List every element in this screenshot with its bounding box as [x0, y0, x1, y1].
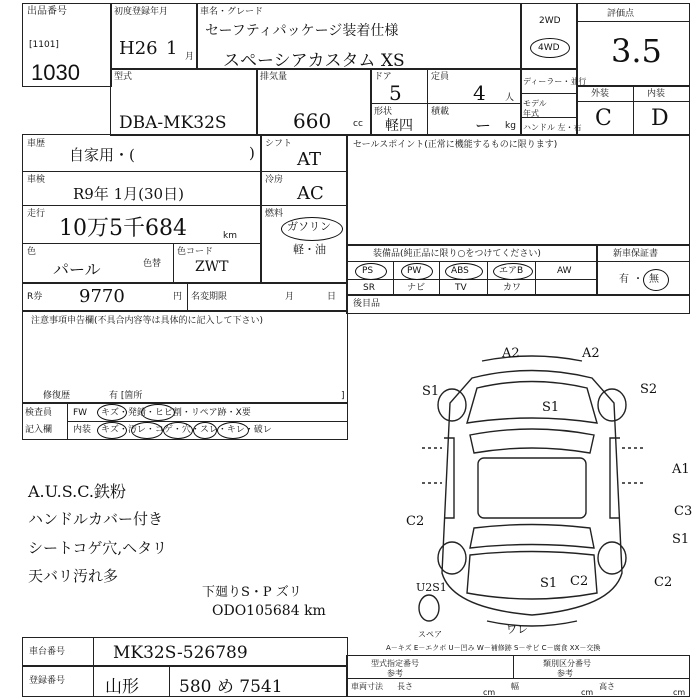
first-reg-label: 初度登録年月: [114, 7, 169, 17]
drive-4wd: 4WD: [538, 43, 560, 53]
first-reg-box: [110, 3, 198, 70]
color-change-label: 色替: [143, 259, 162, 269]
doors-value: 5: [389, 81, 402, 105]
diag-label-c2-left: C2: [406, 514, 425, 529]
capacity-unit: 人: [505, 93, 515, 103]
shape-value: 軽四: [385, 118, 413, 134]
vin-label: 車台番号: [29, 647, 66, 657]
recycle-unit: 円: [173, 292, 183, 302]
diag-label-s2-fr: S2: [640, 382, 658, 397]
dim-width-unit: cm: [581, 688, 594, 697]
shift-label: シフト: [265, 139, 293, 149]
diag-label-c2-rear: C2: [570, 574, 589, 589]
car-windshield: [470, 429, 594, 453]
dim-width: 幅: [511, 682, 519, 691]
equip-sr: SR: [363, 283, 375, 293]
sales-point-box: [346, 134, 690, 246]
ext-label: 外装: [591, 89, 610, 99]
displacement-unit: cc: [353, 119, 363, 129]
diag-label-s1-right: S1: [672, 532, 690, 547]
diag-label-c2-rr: C2: [654, 575, 673, 590]
equip-tv: TV: [455, 283, 467, 293]
wheel-front-right: [598, 389, 626, 421]
capacity-value: 4: [473, 81, 486, 105]
dim-label: 車両寸法: [351, 682, 383, 691]
displacement-box: [256, 68, 372, 136]
rear-item-label: 後目品: [353, 299, 381, 309]
lot-box: [22, 3, 112, 87]
diagram-note-2: ODO105684 km: [212, 603, 326, 619]
doors-label: ドア: [374, 72, 392, 82]
mileage-unit: km: [223, 231, 237, 241]
dim-length: 長さ: [397, 682, 413, 691]
ext-int-box: [576, 85, 690, 136]
mileage-value: 10万5千684: [59, 216, 187, 241]
shaken-label: 車検: [27, 175, 46, 185]
plate-region: 山形: [105, 677, 139, 697]
wheel-front-left: [438, 389, 466, 421]
shift-value: AT: [297, 149, 322, 170]
shape-label: 形状: [374, 107, 393, 117]
warranty-label: 新車保証書: [613, 249, 659, 259]
recycle-box: [22, 282, 348, 312]
diag-label-a2-right: A2: [582, 346, 600, 361]
int-row-label: 内装: [73, 425, 92, 435]
dim-length-unit: cm: [483, 688, 496, 697]
equipment-box: [346, 244, 598, 296]
type-box: [110, 68, 258, 136]
score-value: 3.5: [611, 32, 662, 70]
displacement-label: 排気量: [260, 72, 288, 82]
equip-aw: AW: [557, 266, 572, 276]
name-change-month: 月: [285, 292, 295, 302]
diag-label-c3: C3: [674, 504, 693, 519]
handle-label: ハンドル 左・右: [523, 123, 582, 132]
diag-label-ware: ワレ: [506, 623, 528, 636]
vin-value: MK32S-526789: [113, 643, 248, 663]
history-close: ): [249, 144, 255, 162]
car-hood: [467, 382, 597, 424]
history-value: 自家用・(: [69, 146, 135, 164]
model-name: スペーシアカスタム XS: [223, 51, 405, 71]
model-year-label: モデル年式: [523, 99, 547, 118]
rear-item-box: [346, 294, 690, 314]
vin-box: [22, 637, 348, 667]
ext-grade: C: [595, 106, 612, 131]
equip-navi: ナビ: [407, 283, 426, 293]
equipment-label: 装備品(純正品に限り○をつけてください): [373, 249, 541, 259]
repair-value: 有 [箇所: [109, 391, 143, 401]
auction-sheet: [22, 3, 693, 697]
equip-pw: PW: [407, 266, 422, 276]
car-body-outline: [442, 371, 622, 616]
history-box: [22, 134, 262, 284]
class-label: 類別区分番号: [543, 659, 591, 668]
dim-height-unit: cm: [673, 688, 686, 697]
drive-box: [520, 3, 578, 70]
front-bumper: [482, 356, 582, 361]
note-line-4: 天バリ汚れ多: [28, 567, 119, 585]
capacity-label: 定員: [431, 72, 450, 82]
history-label: 車歴: [27, 139, 46, 149]
ac-label: 冷房: [265, 175, 284, 185]
plate-label: 登録番号: [29, 676, 66, 686]
cert-ref: 参考: [387, 669, 403, 678]
diag-label-a2-left: A2: [502, 346, 520, 361]
type-label: 型式: [114, 72, 133, 82]
equip-airbag: エアB: [499, 266, 524, 276]
warranty-box: 新車保証書 有 ・ 無: [596, 244, 690, 296]
car-rear-window: [470, 525, 594, 549]
fuel-value: ガソリン: [287, 220, 331, 233]
drive-2wd: 2WD: [539, 16, 561, 26]
diag-label-u2s1: U2S1: [416, 581, 447, 594]
dealer-label: ディーラー・並行: [523, 77, 587, 86]
color-label: 色: [27, 247, 37, 257]
equip-leather: カワ: [503, 283, 522, 293]
doors-box: [370, 68, 522, 136]
shaken-value: R9年 1月(30日): [73, 185, 184, 203]
diag-label-a1: A1: [672, 462, 690, 477]
mileage-label: 走行: [27, 209, 46, 219]
plate-number: 580 め 7541: [179, 677, 283, 697]
name-label: 車名・グレード: [200, 7, 264, 17]
ac-value: AC: [297, 183, 324, 204]
type-value: DBA-MK32S: [119, 113, 227, 133]
color-value: パール: [53, 260, 101, 279]
recycle-value: 9770: [79, 286, 125, 307]
diag-label-s1-hood: S1: [542, 400, 560, 415]
score-box: [576, 3, 690, 87]
load-value: ー: [475, 116, 492, 135]
diagram-note-1: 下廻りS・P ズリ: [202, 585, 302, 600]
note-line-2: ハンドルカバー付き: [28, 510, 164, 528]
plate-box: [22, 665, 348, 697]
warranty-yes: 有: [619, 274, 629, 285]
name-grade-box: [196, 3, 522, 70]
equip-abs: ABS: [451, 266, 469, 276]
equip-ps: PS: [362, 266, 374, 276]
lot-label: 出品番号: [27, 6, 67, 17]
dim-height: 高さ: [599, 682, 615, 691]
recycle-label: R券: [27, 292, 43, 302]
note-line-1: A.U.S.C.鉄粉: [28, 482, 126, 501]
inspector-label: 検査員: [25, 408, 53, 418]
cert-label: 型式指定番号: [371, 659, 419, 668]
fuel-label: 燃料: [265, 209, 284, 219]
grade-text: セーフティパッケージ装着仕様: [205, 23, 399, 39]
sales-point-label: セールスポイント(正常に機能するものに限ります): [353, 140, 558, 150]
first-reg-month: 1: [166, 38, 178, 59]
int-label: 内装: [647, 89, 666, 99]
rear-bumper: [487, 621, 577, 626]
lot-number: 1030: [31, 60, 80, 85]
colorcode-value: ZWT: [195, 259, 229, 275]
first-reg-year: H26: [119, 38, 158, 59]
damage-legend: A－キズ E－エクボ U－凹み W－補修跡 S－サビ C－腐食 XX－交換: [386, 644, 601, 652]
car-diagram: [382, 343, 693, 639]
colorcode-label: 色コード: [177, 247, 214, 257]
diag-label-spare: スペア: [418, 630, 442, 639]
name-change-label: 名変期限: [191, 292, 228, 302]
score-label: 評価点: [607, 9, 635, 19]
fw-items: キズ・発錆・ヒビ割・リペア跡・X要: [101, 408, 251, 418]
spare-wheel: [419, 595, 439, 621]
month-unit: 月: [185, 52, 195, 62]
load-label: 積載: [431, 107, 450, 117]
car-roof: [478, 458, 586, 518]
class-ref: 参考: [557, 669, 573, 678]
warranty-no: 無: [649, 274, 659, 285]
fuel-alt: 軽・油: [293, 243, 326, 256]
name-change-day: 日: [327, 292, 337, 302]
repair-label: 修復歴: [43, 391, 71, 401]
diag-label-s1-rear: S1: [540, 576, 558, 591]
notes-box: 注意事項申告欄(不具合内容等は具体的に記入して下さい) 修復歴 有 [箇所 ]: [22, 310, 348, 404]
fw-label: FW: [73, 408, 88, 418]
lot-code: [1101]: [29, 40, 59, 50]
record-label: 記入欄: [25, 425, 53, 435]
diag-label-s1-fl: S1: [422, 384, 440, 399]
shift-box: [260, 134, 348, 284]
load-unit: kg: [505, 121, 516, 131]
int-items: キズ・汚レ・コゲ・穴・スレ・キレ・破レ: [101, 425, 272, 435]
displacement-value: 660: [293, 109, 332, 133]
inspection-box: [22, 402, 348, 440]
note-line-3: シートコゲ穴,ヘタリ: [28, 539, 168, 557]
int-grade: D: [651, 106, 669, 131]
notes-label: 注意事項申告欄(不具合内容等は具体的に記入して下さい): [31, 316, 264, 326]
cert-box: [346, 655, 690, 697]
dealer-box: [520, 68, 587, 136]
